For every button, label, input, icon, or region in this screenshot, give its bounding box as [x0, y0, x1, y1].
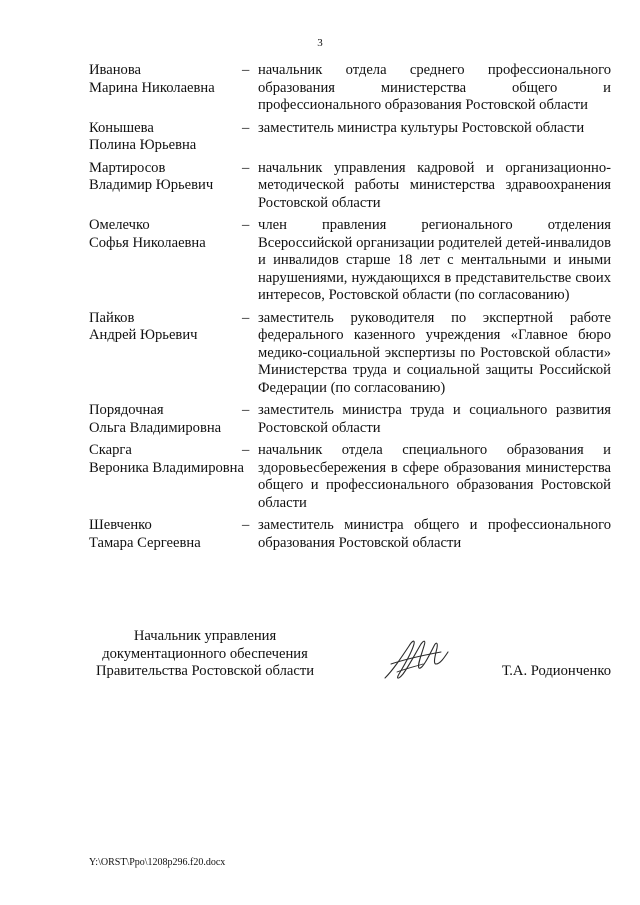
page-number: 3	[317, 37, 323, 49]
file-path: Y:\ORST\Ppo\1208p296.f20.docx	[89, 857, 226, 868]
signatory-title-line: документационного обеспечения	[102, 645, 308, 662]
member-name	[89, 120, 241, 155]
member-position: заместитель руководителя по экспертной работе федерального казенного учреждения «Главное бюро медико-социальной экспертизы по Ростовской области» Министерства труда и социальной защиты Российской Федерации (по согласованию)	[258, 309, 611, 396]
member-position: заместитель министра труда и социального развития Ростовской области	[258, 402, 611, 436]
handwritten-signature	[379, 634, 451, 686]
member-given-names: Марина Николаевна	[89, 79, 215, 96]
member-surname: Шевченко	[89, 517, 152, 533]
member-name	[89, 517, 241, 552]
separator-dash: –	[242, 309, 250, 326]
member-surname: Пайков	[89, 309, 135, 326]
member-given-names: Андрей Юрьевич	[89, 327, 198, 343]
member-given-names: Ольга Владимировна	[89, 419, 222, 436]
member-name	[89, 310, 241, 345]
member-row	[89, 62, 611, 115]
member-surname: Омелечко	[89, 217, 150, 233]
member-name	[89, 402, 241, 437]
separator-dash: –	[242, 442, 250, 458]
signatory-title-line: Правительства Ростовской области	[95, 663, 315, 679]
member-row	[89, 160, 611, 213]
member-surname: Конышева	[89, 119, 154, 136]
member-row	[89, 517, 611, 552]
separator-dash: –	[242, 62, 250, 78]
member-surname: Иванова	[89, 62, 141, 78]
member-name	[89, 62, 241, 97]
member-position: член правления регионального отделения Всероссийской организации родителей детей-инвалидов и инвалидов старше 18 лет с ментальными и иными нарушениями, нуждающихся в представительстве своих интересов, Ростовской области (по согласованию)	[258, 217, 611, 303]
member-position: начальник отдела специального образования и здоровьесбережения в сфере образования министерства общего и профессионального образования Ростовской области	[258, 442, 611, 511]
separator-dash: –	[242, 402, 250, 418]
member-row	[89, 120, 611, 155]
separator-dash: –	[242, 119, 250, 136]
member-surname: Скарга	[89, 442, 132, 458]
signature-block	[89, 628, 611, 688]
member-given-names: Полина Юрьевна	[89, 137, 197, 153]
signatory-title-line: Начальник управления	[133, 628, 277, 644]
member-position: начальник отдела среднего профессионального образования министерства общего и профессионального образования Ростовской области	[258, 62, 611, 113]
separator-dash: –	[242, 517, 250, 533]
member-row	[89, 217, 611, 305]
member-position: начальник управления кадровой и организационно-методической работы министерства здравоохранения Ростовской области	[258, 159, 611, 211]
separator-dash: –	[242, 159, 250, 176]
member-name	[89, 160, 241, 195]
member-name	[89, 217, 241, 252]
separator-dash: –	[242, 217, 250, 233]
member-given-names: Софья Николаевна	[89, 234, 206, 251]
member-surname: Мартиросов	[89, 159, 166, 176]
member-position: заместитель министра культуры Ростовской области	[258, 119, 585, 136]
member-given-names: Вероника Владимировна	[89, 459, 244, 476]
member-position: заместитель министра общего и профессионального образования Ростовской области	[258, 517, 611, 551]
signatory-title	[89, 628, 321, 681]
member-surname: Порядочная	[89, 402, 164, 418]
member-row	[89, 310, 611, 398]
member-name	[89, 442, 244, 477]
member-given-names: Тамара Сергеевна	[89, 534, 201, 551]
signer-name: Т.А. Родионченко	[501, 663, 611, 679]
member-given-names: Владимир Юрьевич	[89, 177, 214, 193]
member-row	[89, 442, 611, 512]
member-roster	[89, 62, 611, 557]
member-row	[89, 402, 611, 437]
